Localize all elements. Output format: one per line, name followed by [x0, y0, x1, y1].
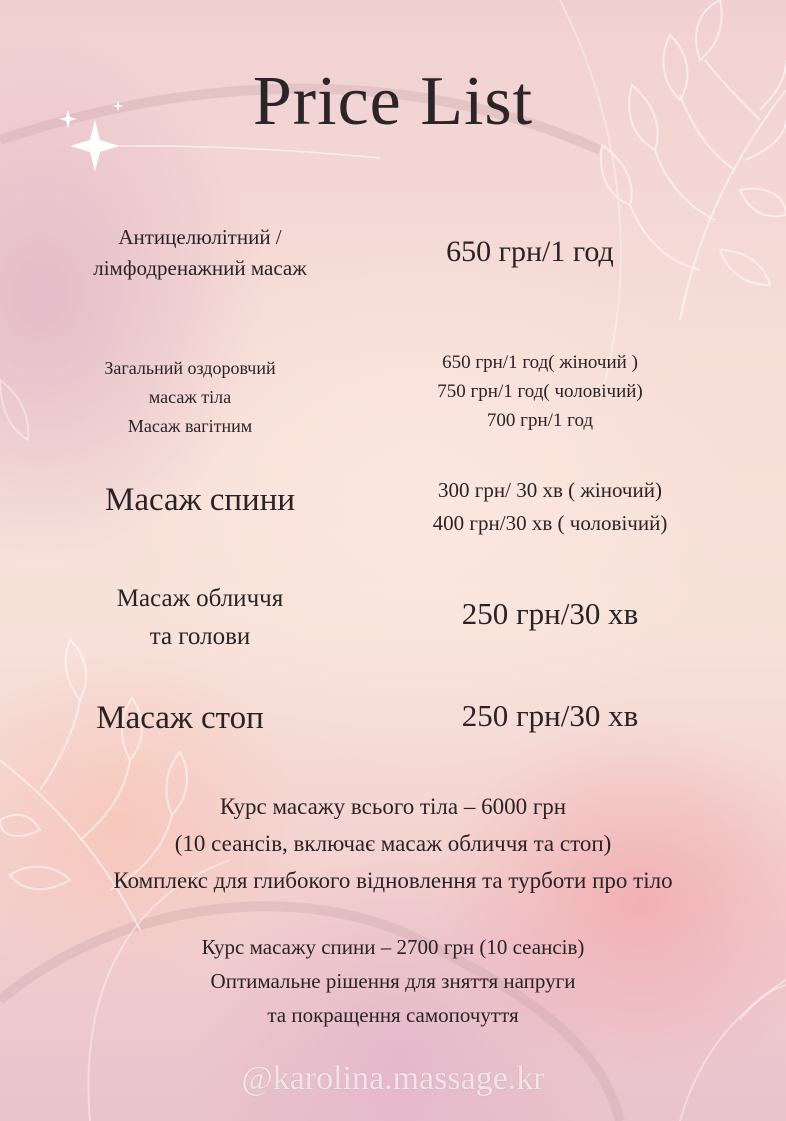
service-price: 650 грн/1 год — [446, 235, 614, 268]
service-name: Антицелюлітний / лімфодренажний масаж — [93, 225, 307, 280]
instagram-handle: @karolina.massage.kr — [241, 1060, 545, 1097]
page-title: Price List — [252, 63, 534, 140]
course-back: Курс масажу спини – 2700 грн (10 сеансів) Оптимальне рішення для зняття напруги та покращення самопочуття — [201, 935, 585, 1027]
service-price: 250 грн/30 хв — [461, 596, 639, 631]
service-price: 650 грн/1 год( жіночий ) 750 грн/1 год( чоловічий) 700 грн/1 год — [437, 352, 643, 431]
service-name: Масаж обличчя та голови — [116, 585, 284, 650]
service-name: Масаж спини — [104, 482, 296, 518]
service-name: Масаж стоп — [96, 700, 264, 736]
service-name: Загальний оздоровчий масаж тіла Масаж вагітним — [104, 358, 276, 436]
course-full-body: Курс масажу всього тіла – 6000 грн (10 сеансів, включає масаж обличчя та стоп) Комплекс для глибокого відновлення та турботи про тіло — [113, 794, 673, 893]
service-price: 300 грн/ 30 хв ( жіночий) 400 грн/30 хв ( чоловічий) — [432, 478, 668, 535]
service-price: 250 грн/30 хв — [461, 698, 639, 733]
